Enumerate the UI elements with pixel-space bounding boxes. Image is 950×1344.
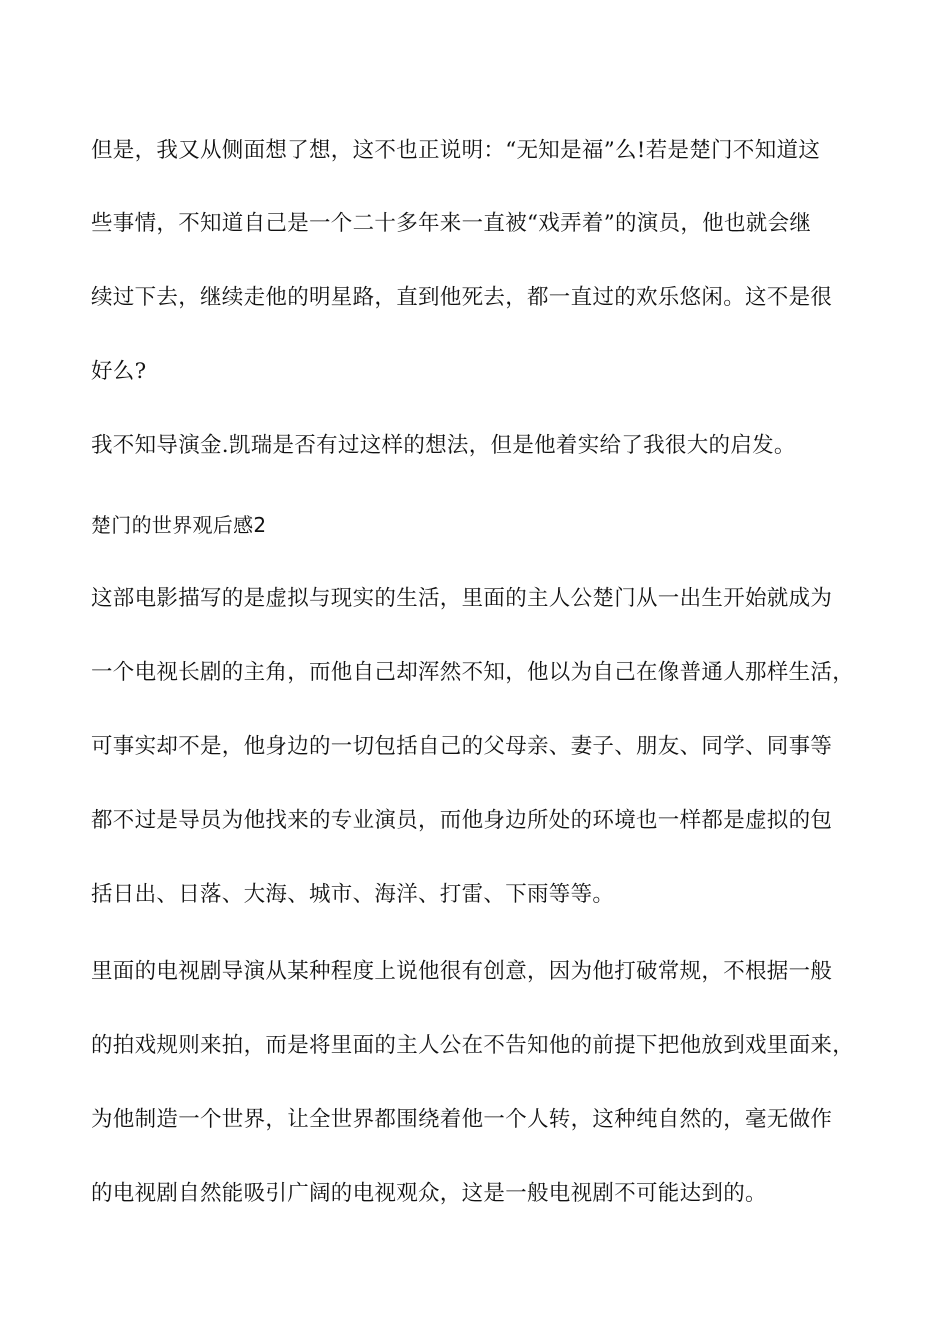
- paragraph-line: 但是，我又从侧面想了想，这不也正说明：“无知是福”么!若是楚门不知道这: [91, 138, 821, 163]
- paragraph-line: 里面的电视剧导演从某种程度上说他很有创意，因为他打破常规，不根据一般: [91, 959, 833, 984]
- paragraph-line: 我不知导演金.凯瑞是否有过这样的想法，但是他着实给了我很大的启发。: [91, 433, 796, 458]
- paragraph-line: 些事情，不知道自己是一个二十多年来一直被“戏弄着”的演员，他也就会继: [91, 211, 812, 236]
- paragraph-line: 括日出、日落、大海、城市、海洋、打雷、下雨等等。: [91, 882, 615, 907]
- paragraph-line: 都不过是导员为他找来的专业演员，而他身边所处的环境也一样都是虚拟的包: [91, 808, 833, 833]
- paragraph-line: 的电视剧自然能吸引广阔的电视观众，这是一般电视剧不可能达到的。: [91, 1181, 767, 1206]
- paragraph-line: 可事实却不是，他身边的一切包括自己的父母亲、妻子、朋友、同学、同事等: [91, 734, 833, 759]
- paragraph-line: 一个电视长剧的主角，而他自己却浑然不知，他以为自己在像普通人那样生活，: [91, 660, 855, 685]
- paragraph-line: 为他制造一个世界，让全世界都围绕着他一个人转，这种纯自然的，毫无做作: [91, 1107, 833, 1132]
- paragraph-line: 续过下去，继续走他的明星路，直到他死去，都一直过的欢乐悠闲。这不是很: [91, 285, 833, 310]
- paragraph-line: 这部电影描写的是虚拟与现实的生活，里面的主人公楚门从一出生开始就成为: [91, 586, 833, 611]
- paragraph-line: 好么?: [91, 359, 147, 384]
- paragraph-line: 的拍戏规则来拍，而是将里面的主人公在不告知他的前提下把他放到戏里面来，: [91, 1033, 855, 1058]
- section-heading: 楚门的世界观后感2: [91, 513, 267, 537]
